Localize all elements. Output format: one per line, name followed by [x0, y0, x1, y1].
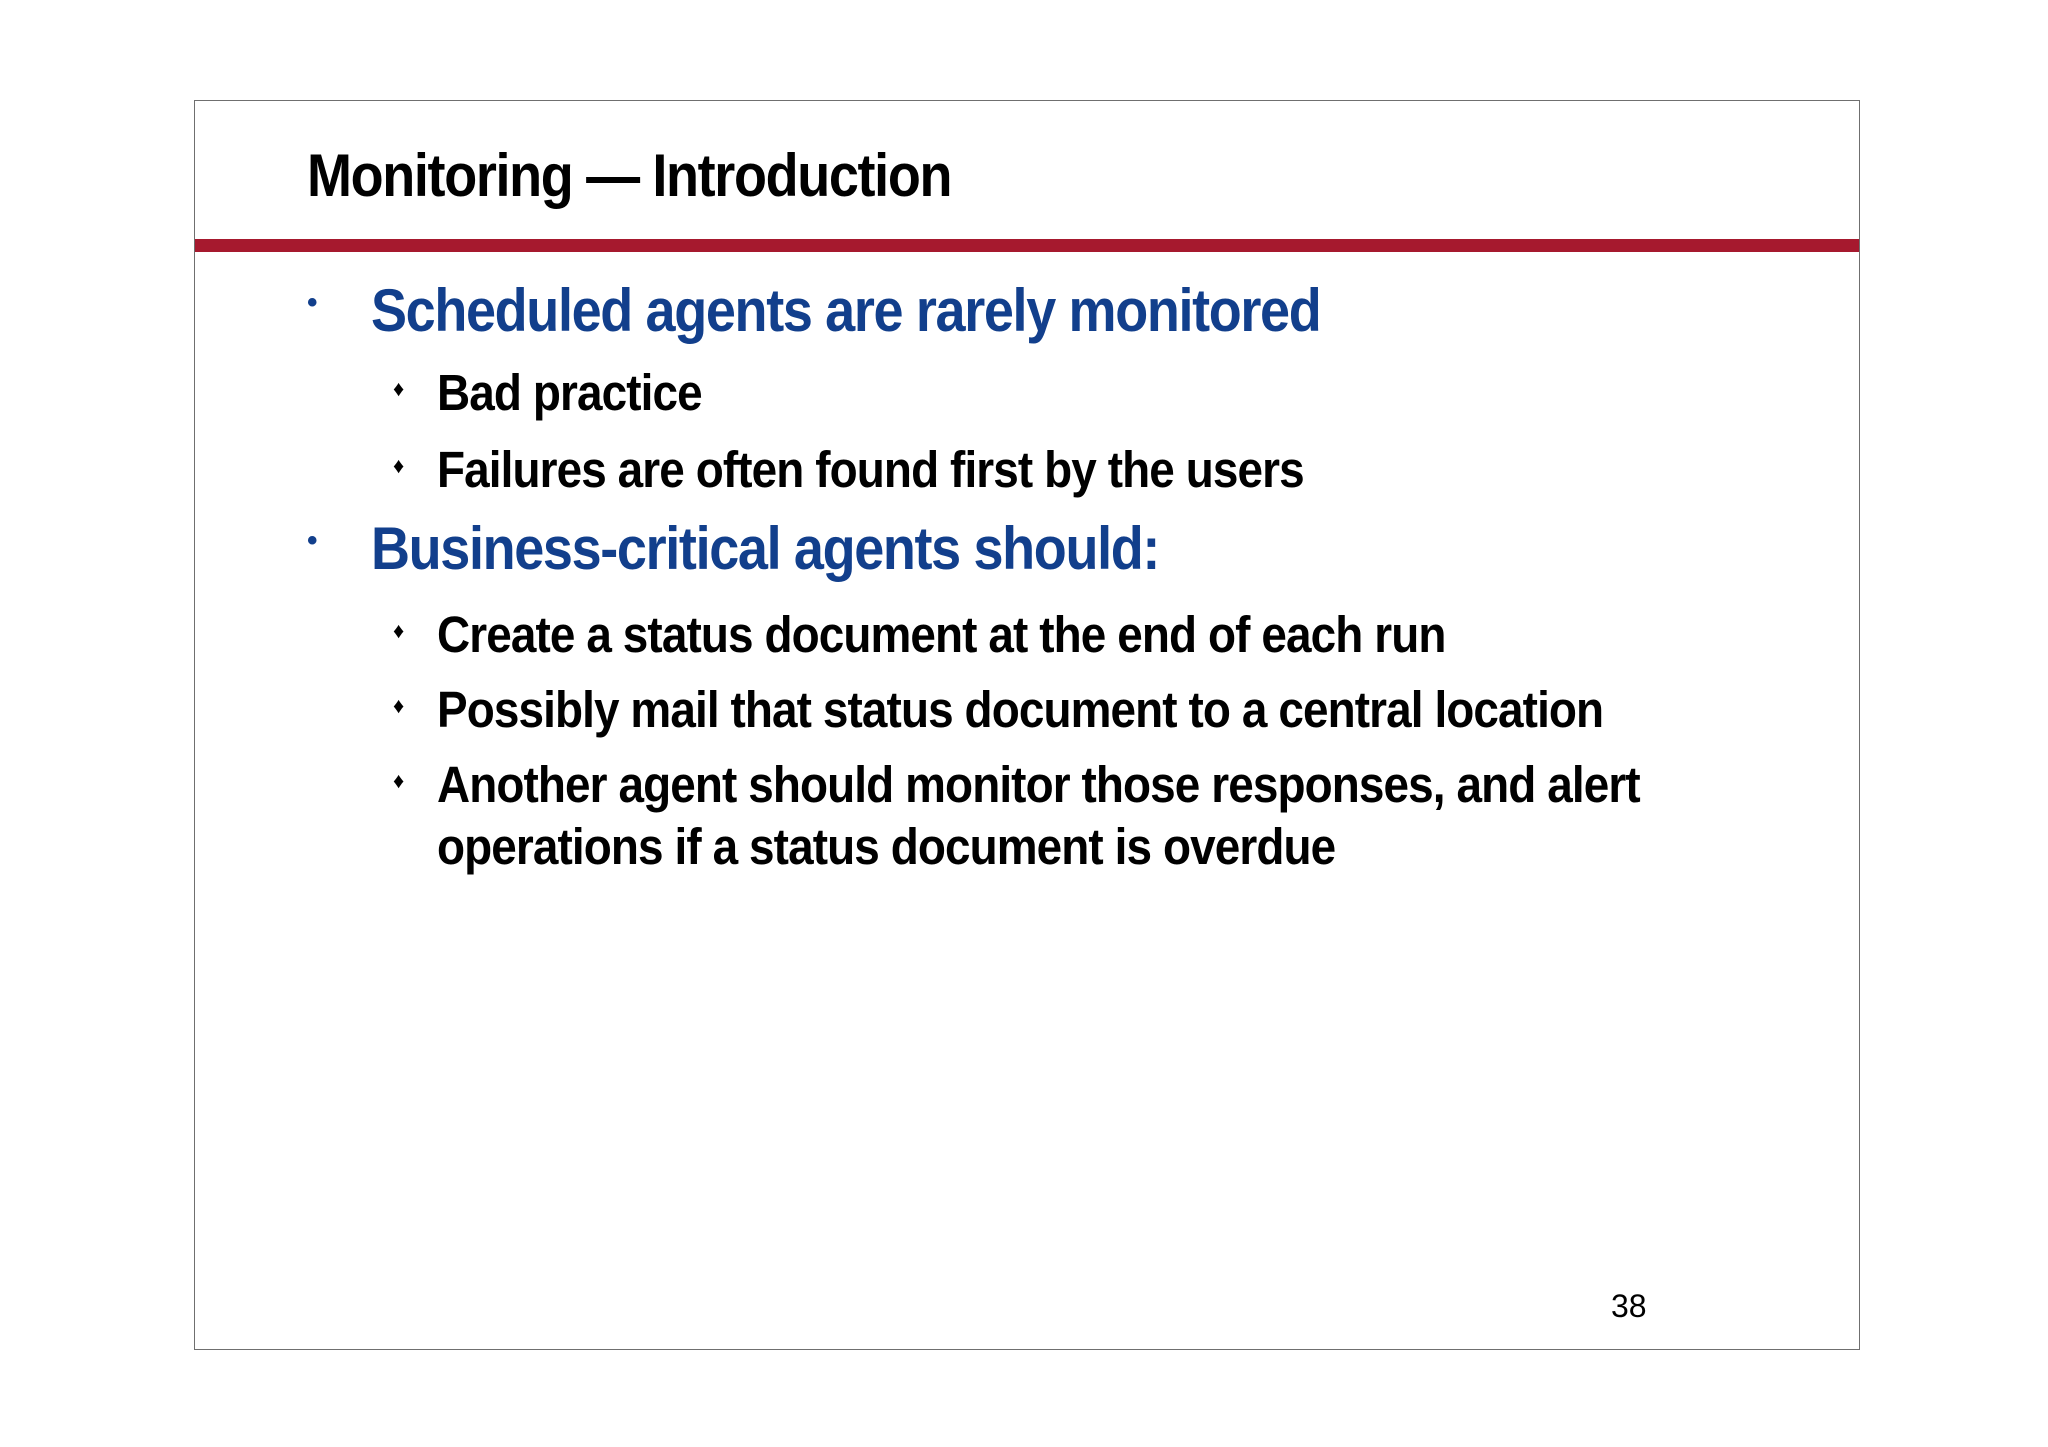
bullet-diamond-icon: ♦ [393, 453, 405, 478]
slide-title: Monitoring — Introduction [307, 142, 952, 209]
sub-bullet-text: Failures are often found first by the users [437, 441, 1304, 498]
slide [194, 100, 1860, 1350]
sub-bullet-text: Create a status document at the end of each run [437, 606, 1446, 663]
bullet-text: Scheduled agents are rarely monitored [371, 277, 1321, 344]
sub-bullet-text: Bad practice [437, 364, 702, 421]
bullet-dot-icon: • [307, 524, 318, 557]
bullet-diamond-icon: ♦ [393, 618, 405, 643]
page-number: 38 [1611, 1288, 1647, 1324]
sub-bullet-text: Another agent should monitor those responses, and alert operations if a status document is overdue [437, 756, 1640, 875]
bullet-diamond-icon: ♦ [393, 376, 405, 401]
bullet-diamond-icon: ♦ [393, 693, 405, 718]
sub-bullet-text: Possibly mail that status document to a central location [437, 681, 1604, 738]
bullet-dot-icon: • [307, 286, 318, 319]
bullet-diamond-icon: ♦ [393, 768, 405, 793]
bullet-text: Business-critical agents should: [371, 515, 1160, 582]
title-rule [195, 239, 1859, 252]
